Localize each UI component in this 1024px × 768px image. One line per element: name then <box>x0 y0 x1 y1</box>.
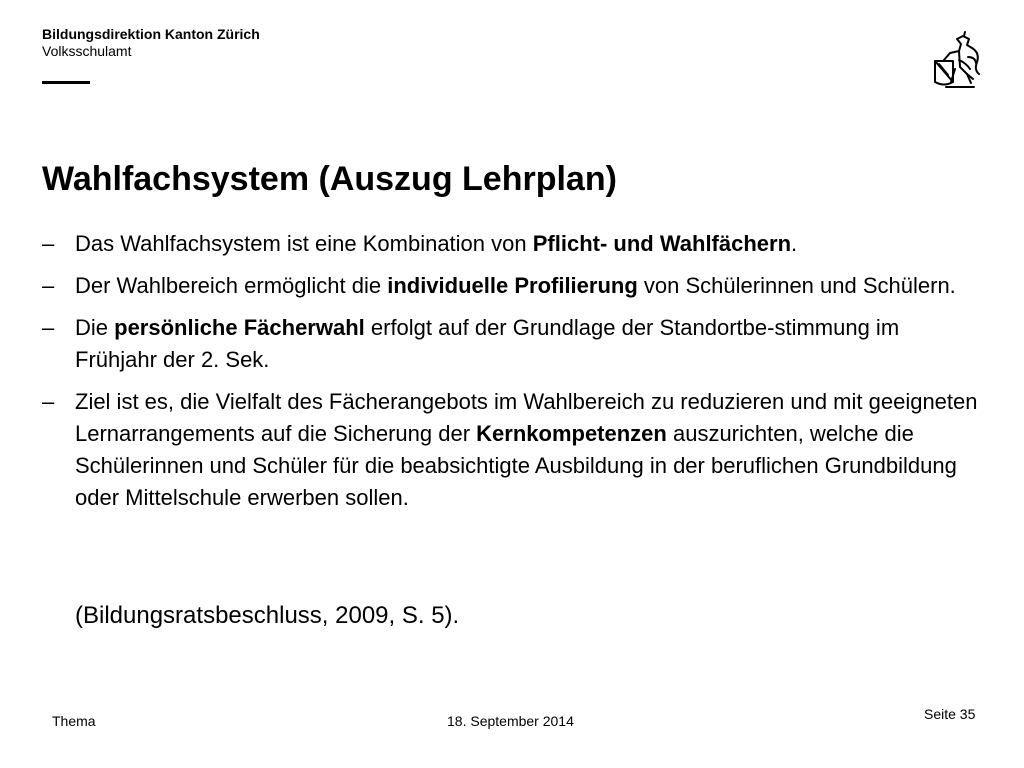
bullet-item <box>42 270 982 302</box>
slide-title: Wahlfachsystem (Auszug Lehrplan) <box>42 160 617 198</box>
bullet-text: Die <box>75 315 115 340</box>
bullet-text: Ziel ist es, die Vielfalt des Fächerangebots im Wahlbereich zu reduzieren und mit geeigneten Lernarrangements auf die Sicherung der <box>75 389 978 446</box>
footer-topic: Thema <box>52 713 96 729</box>
bullet-text: auszurichten, welche die Schülerinnen und Schüler für die beabsichtigte Ausbildung in der beruflichen Grundbildung oder Mittelschule erwerben sollen. <box>75 421 957 510</box>
bullet-list <box>42 228 982 524</box>
bullet-emphasis: persönliche Fächerwahl <box>114 315 365 340</box>
bullet-text: . <box>791 231 798 256</box>
bullet-item <box>42 386 982 514</box>
bullet-text: Der Wahlbereich ermöglicht die <box>75 273 388 298</box>
footer-date: 18. September 2014 <box>447 713 574 729</box>
bullet-emphasis: Kernkompetenzen <box>476 421 667 446</box>
zurich-lion-coat-of-arms-icon <box>926 30 986 90</box>
bullet-marker: – <box>42 273 55 298</box>
bullet-emphasis: individuelle Profilierung <box>387 273 638 298</box>
bullet-marker: – <box>42 231 55 256</box>
bullet-marker: – <box>42 315 55 340</box>
footer-page-number: Seite 35 <box>924 706 976 722</box>
bullet-text: erfolgt auf der Grundlage der Standortbe-stimmung im Frühjahr der 2. Sek. <box>75 315 900 372</box>
bullet-text: von Schülerinnen und Schülern. <box>637 273 956 298</box>
org-name: Bildungsdirektion Kanton Zürich <box>42 26 260 42</box>
bullet-item <box>42 228 982 260</box>
bullet-text: Das Wahlfachsystem ist eine Kombination von <box>75 231 533 256</box>
bullet-item <box>42 312 982 376</box>
citation: (Bildungsratsbeschluss, 2009, S. 5). <box>75 602 460 629</box>
bullet-emphasis: Pflicht- und Wahlfächern <box>532 231 792 256</box>
org-unit: Volksschulamt <box>42 42 132 59</box>
header-rule <box>42 81 90 84</box>
bullet-marker: – <box>42 389 55 414</box>
